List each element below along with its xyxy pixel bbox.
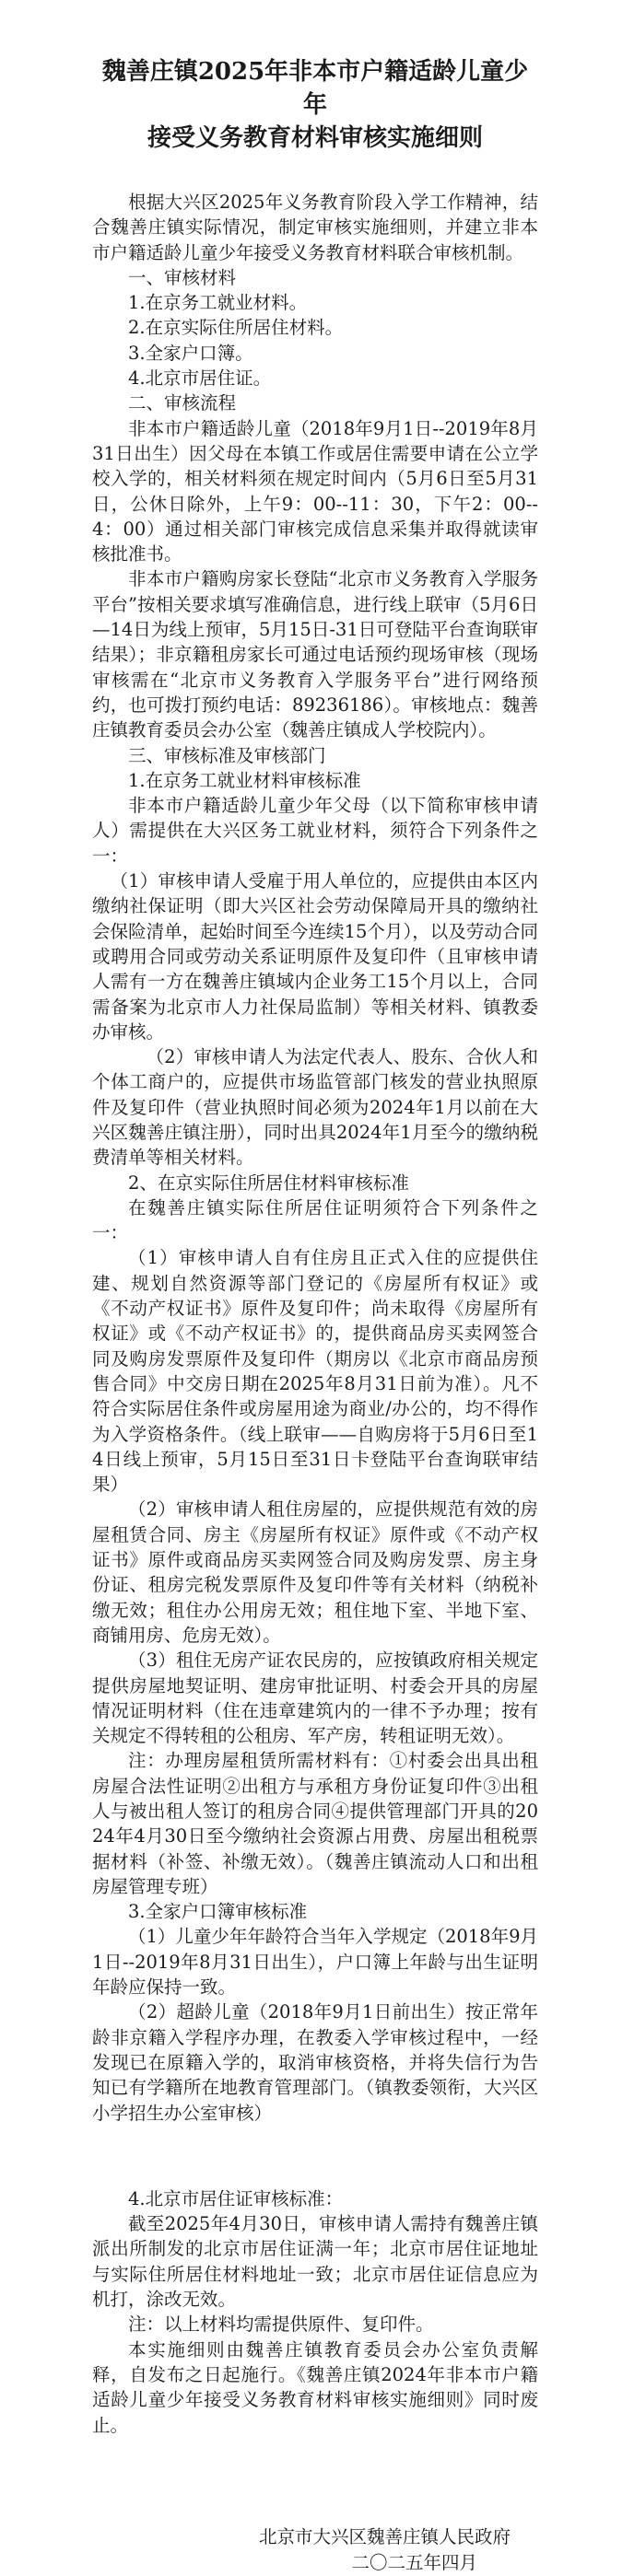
paragraph: 4.北京市居住证。 — [128, 367, 272, 390]
paragraph: （1）审核申请人自有住房且正式入住的应提供住建、规划自然资源等部门登记的《房屋所有权证》或《不动产权证书》原件及复印件；尚未取得《房屋所有权证》或《不动产权证书》的，提供商品房买卖网签合同及购房发票原件及复印件（期房以《北京市商品房预售合同》中交房日期在2025年8月31日前为准）。凡不符合实际居住条件或房屋用途为商业/办公的，均不得作为入学资格条件。（线上联审——自购房将于5月6日至14日线上预审，5月15日至31日卡登陆平台查询联审结果） — [92, 1247, 538, 1496]
signature-block — [92, 2524, 538, 2576]
paragraph: （2）超龄儿童（2018年9月1日前出生）按正常年龄非京籍入学程序办理，在教委入学审核过程中，一经发现已在原籍入学的，取消审核资格，并将失信行为告知已有学籍所在地教育管理部门。（镇教委领衔，大兴区小学招生办公室审核） — [92, 2001, 538, 2124]
paragraph-spacer — [92, 2143, 538, 2168]
paragraph: 注：以上材料均需提供原件、复印件。 — [128, 2314, 434, 2336]
document-title — [92, 55, 538, 155]
paragraph: （1）儿童少年年龄符合当年入学规定（2018年9月1日--2019年8月31日出生），户口簿上年龄与出生证明年龄应保持一致。 — [92, 1926, 538, 1999]
paragraph: 3.全家户口簿审核标准 — [128, 1901, 308, 1923]
paragraph: 3.全家户口簿。 — [128, 342, 253, 364]
paragraph: 在魏善庄镇实际住所居住证明须符合下列条件之一： — [92, 1196, 538, 1244]
paragraph: 非本市户籍适龄儿童（2018年9月1日--2019年8月31日出生）因父母在本镇工作或居住需要申请在公立学校入学的，相关材料须在规定时间内（5月6日至5月31日，公休日除外，上午9：00--11：30，下午2：00--4：00）通过相关部门审核完成信息采集并取得就读审核批准书。 — [92, 417, 538, 565]
paragraph: 截至2025年4月30日，审核申请人需持有魏善庄镇派出所制发的北京市居住证满一年；北京市居住证地址与实际住所居住材料地址一致；北京市居住证信息应为机打，涂改无效。 — [92, 2213, 538, 2311]
paragraph: （1）审核申请人受雇于用人单位的，应提供由本区内缴纳社保证明（即大兴区社会劳动保障局开具的缴纳社会保险清单，起始时间至今连续15个月），以及劳动合同或聘用合同或劳动关系证明原件及复印件（且审核申请人需有一方在魏善庄镇域内企业务工15个月以上，合同需备案为北京市人力社保局监制）等相关材料、镇教委办审核。 — [92, 870, 538, 1043]
paragraph: （2）审核申请人租住房屋的，应提供规范有效的房屋租赁合同、房主《房屋所有权证》原件或《不动产权证书》原件或商品房买卖网签合同及购房发票、房主身份证、租房完税发票原件及复印件等有关材料（纳税补缴无效；租住办公用房无效；租住地下室、半地下室、商铺用房、危房无效）。 — [92, 1498, 538, 1646]
paragraph: 根据大兴区2025年义务教育阶段入学工作精神，结合魏善庄镇实际情况，制定审核实施细则，并建立非本市户籍适龄儿童少年接受义务教育材料联合审核机制。 — [92, 192, 538, 263]
title-line-1: 魏善庄镇2025年非本市户籍适龄儿童少年 — [101, 58, 529, 119]
paragraph: 非本市户籍购房家长登陆“北京市义务教育入学服务平台”按相关要求填写准确信息，进行线上联审（5月6日—14日为线上预审，5月15日-31日可登陆平台查询联审结果）；非京籍租房家长可通过电话预约现场审核（现场审核需在“北京市义务教育入学服务平台”进行网络预约，也可拨打预约电话：89236186）。审核地点：魏善庄镇教育委员会办公室（魏善庄镇成人学校院内）。 — [92, 568, 538, 741]
paragraph: 三、审核标准及审核部门 — [128, 744, 326, 766]
paragraph: 二、审核流程 — [128, 392, 237, 414]
paragraph: 1.在京务工就业材料。 — [128, 292, 308, 314]
paragraph: 一、审核材料 — [128, 266, 237, 288]
paragraph: 非本市户籍适龄儿童少年父母（以下简称审核申请人）需提供在大兴区务工就业材料，须符合下列条件之一： — [92, 795, 538, 867]
paragraph: 1.在京务工就业材料审核标准 — [128, 769, 361, 791]
paragraph: 本实施细则由魏善庄镇教育委员会办公室负责解释，自发布之日起施行。《魏善庄镇2024年非本市户籍适龄儿童少年接受义务教育材料审核实施细则》同时废止。 — [92, 2338, 538, 2436]
issue-date: 二〇二五年四月 — [351, 2551, 477, 2573]
paragraph: （2）审核申请人为法定代表人、股东、合伙人和个体工商户的，应提供市场监管部门核发的营业执照原件及复印件（营业执照时间必须为2024年1月以前在大兴区魏善庄镇注册），同时出具2024年1月至今的缴纳税费清单等相关材料。 — [92, 1046, 538, 1169]
paragraph: （3）租住无房产证农民房的，应按镇政府相关规定提供房屋地契证明、建房审批证明、村委会开具的房屋情况证明材料（住在违章建筑内的一律不予办理；按有关规定不得转租的公租房、军产房，转租证明无效）。 — [92, 1649, 538, 1747]
document-body — [92, 190, 538, 2438]
paragraph: 注：办理房屋租赁所需材料有：①村委会出具出租房屋合法性证明②出租方与承租方身份证复印件③出租人与被出租人签订的租房合同④提供管理部门开具的2024年4月30日至今缴纳社会资源占用费、房屋出租税票据材料（补签、补缴无效）。（魏善庄镇流动人口和出租房屋管理专班） — [92, 1750, 538, 1897]
paragraph: 4.北京市居住证审核标准： — [128, 2187, 344, 2209]
paragraph: 2.在京实际住所居住材料。 — [128, 317, 344, 339]
title-line-2: 接受义务教育材料审核实施细则 — [147, 124, 483, 152]
paragraph: 2、在京实际住所居住材料审核标准 — [128, 1171, 409, 1194]
issuing-organization: 北京市大兴区魏善庄镇人民政府 — [258, 2525, 511, 2547]
